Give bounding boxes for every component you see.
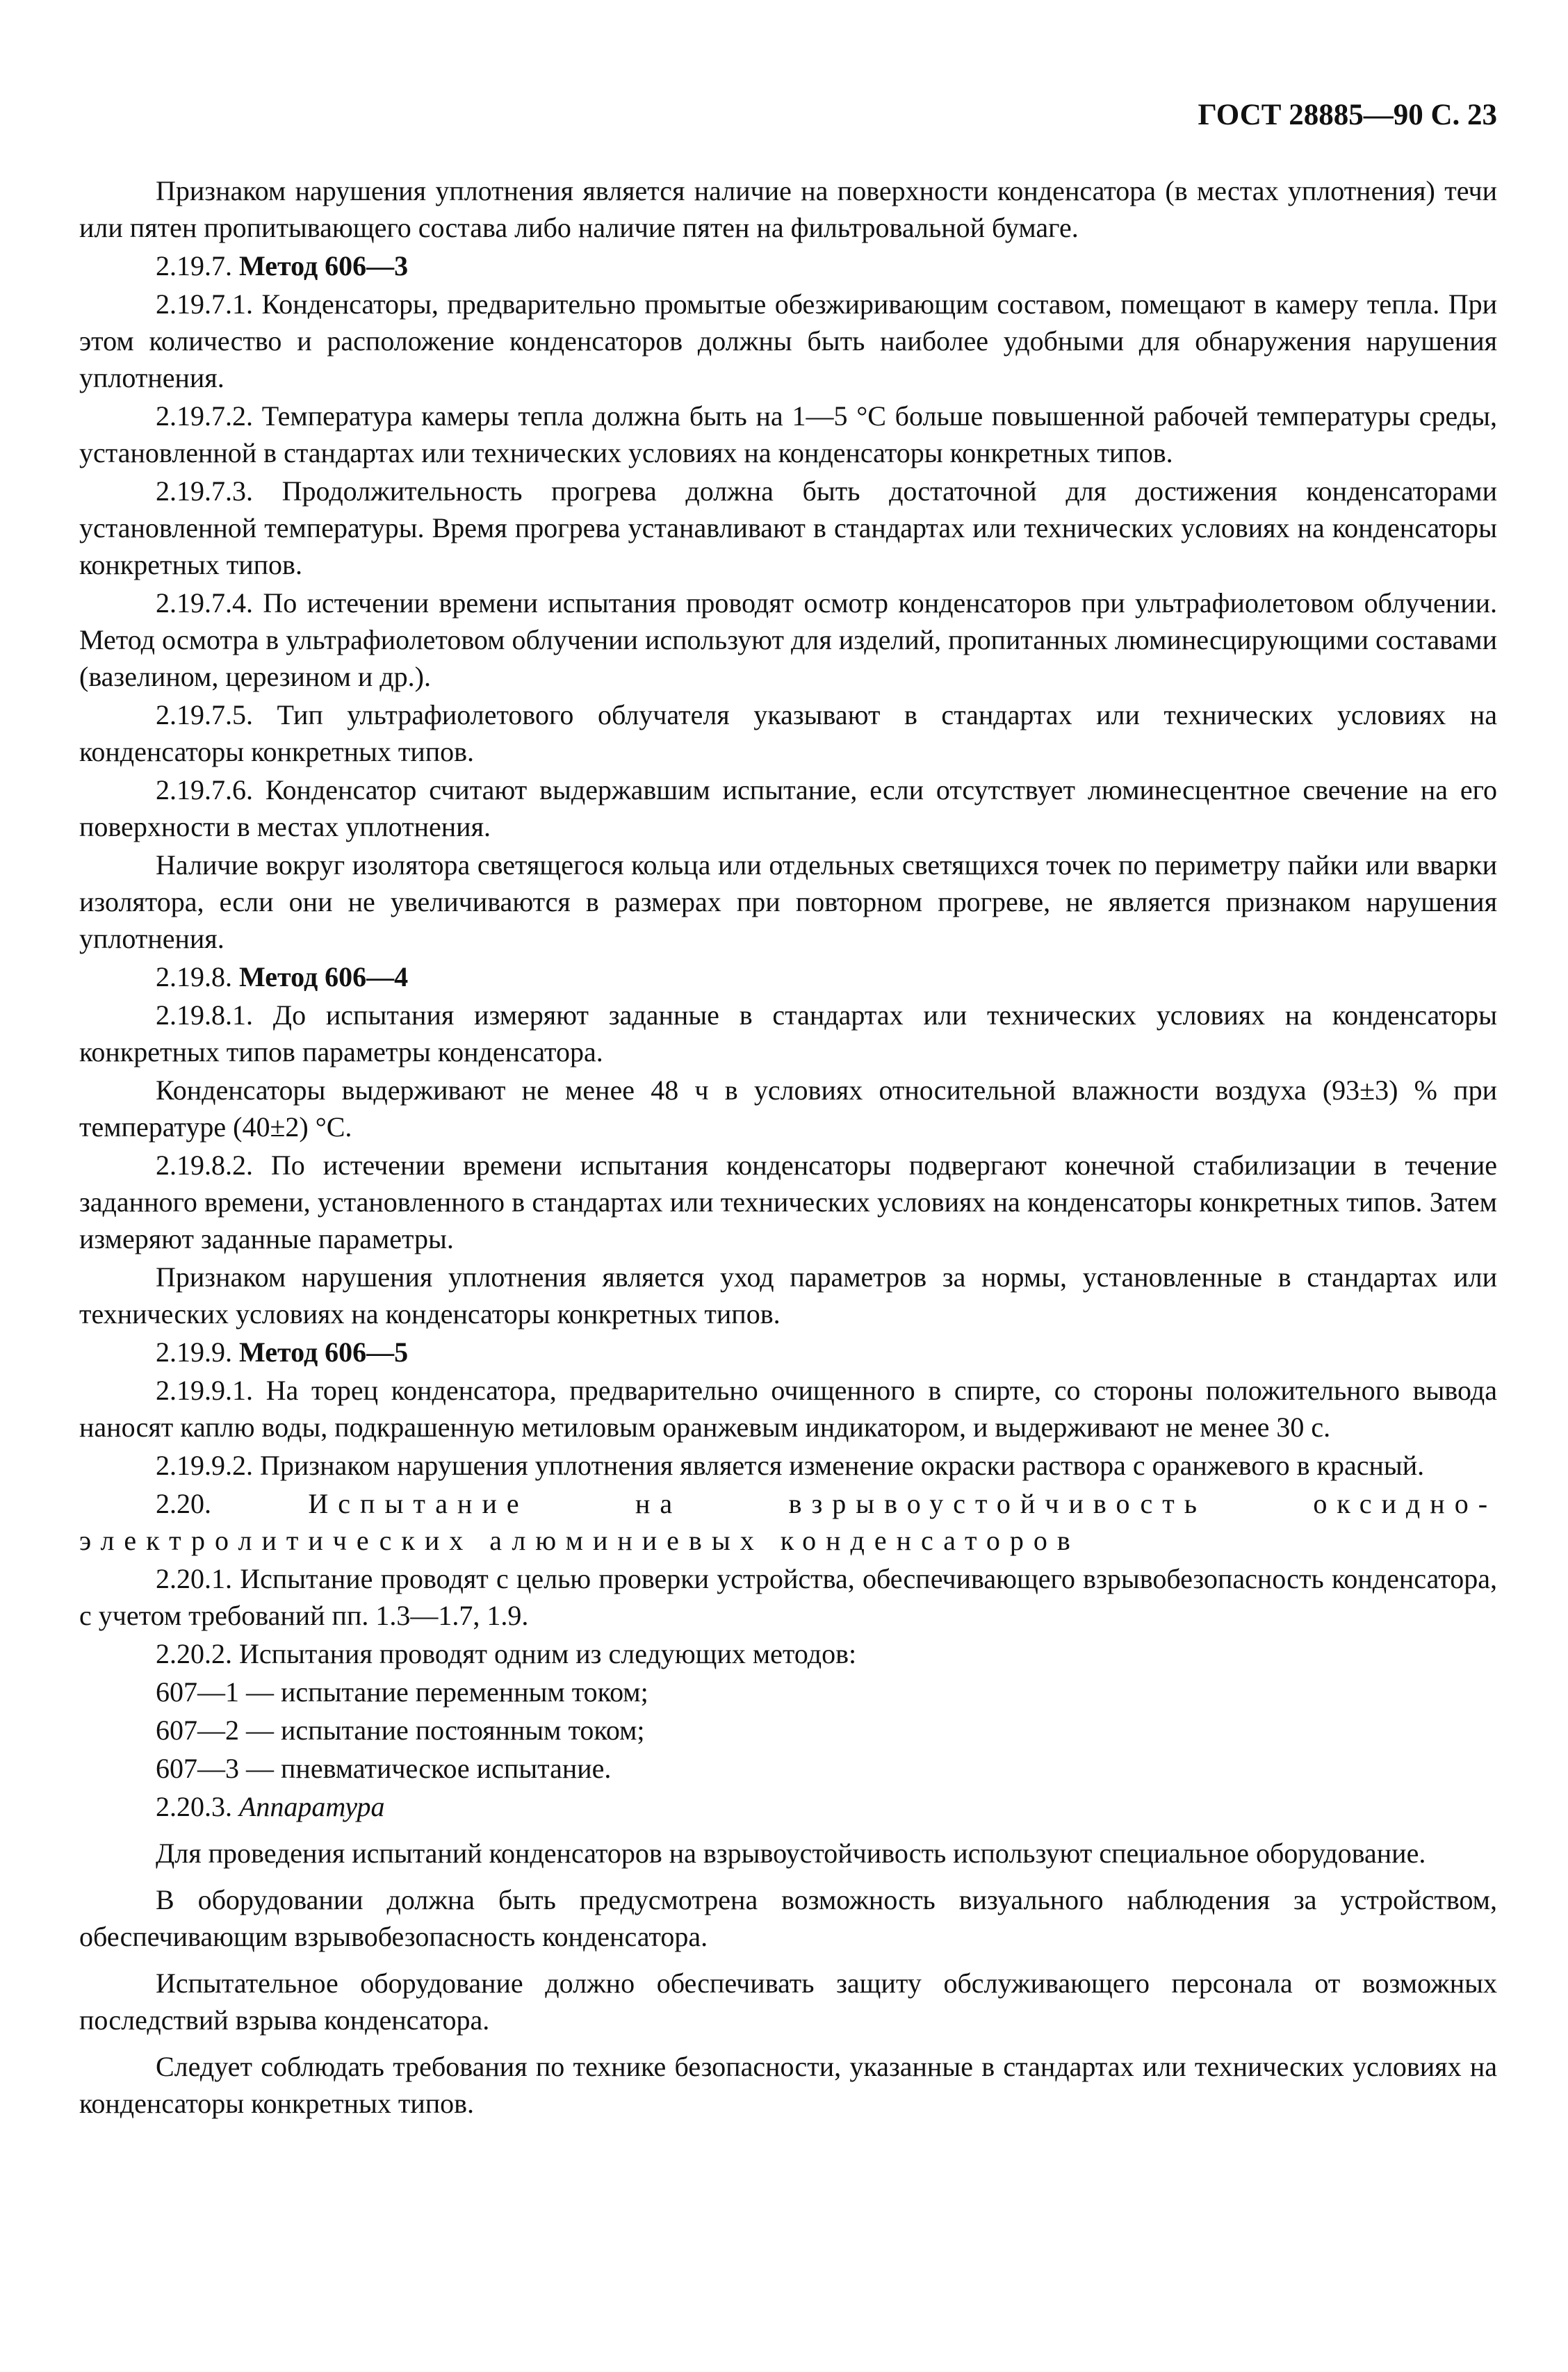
paragraph: 2.19.7.2. Температура камеры тепла должна быть на 1—5 °С больше повышенной рабочей температуры среды, установленной в стандартах или технических условиях на конденсаторы конкретных типов.: [79, 400, 1497, 468]
paragraph: Конденсаторы выдерживают не менее 48 ч в условиях относительной влажности воздуха (93±3) % при температуре (40±2) °С.: [79, 1074, 1497, 1143]
paragraph: 2.20.1. Испытание проводят с целью проверки устройства, обеспечивающего взрывобезопасность конденсатора, с учетом требований пп. 1.3—1.7, 1.9.: [79, 1562, 1497, 1631]
paragraph: В оборудовании должна быть предусмотрена возможность визуального наблюдения за устройством, обеспечивающим взрывобезопасность конденсатора.: [79, 1883, 1497, 1952]
list-item: 607—1 — испытание переменным током;: [156, 1676, 648, 1708]
section-number: 2.19.9.: [156, 1336, 232, 1368]
section-title: Метод 606—5: [239, 1336, 409, 1368]
section-title: Метод 606—4: [239, 960, 409, 992]
paragraph: 2.19.9.1. На торец конденсатора, предварительно очищенного в спирте, со стороны положительного вывода наносят каплю воды, подкрашенную метиловым оранжевым индикатором, и выдерживают не менее 30 с.: [79, 1374, 1497, 1443]
section-title: Метод 606—3: [239, 250, 409, 281]
paragraph: Испытательное оборудование должно обеспечивать защиту обслуживающего персонала от возможных последствий взрыва конденсатора.: [79, 1967, 1497, 2036]
section-heading: [79, 1788, 1497, 1825]
paragraph: 2.20.2. Испытания проводят одним из следующих методов:: [156, 1637, 857, 1669]
paragraph: Для проведения испытаний конденсаторов на взрывоустойчивость используют специальное оборудование.: [156, 1837, 1426, 1869]
paragraph: 2.19.9.2. Признаком нарушения уплотнения является изменение окраски раствора с оранжевого в красный.: [156, 1449, 1425, 1481]
paragraph: Наличие вокруг изолятора светящегося кольца или отдельных светящихся точек по периметру пайки или вварки изолятора, если они не увеличиваются в размерах при повторном прогреве, не является признаком нарушения уплотнения.: [79, 849, 1497, 954]
paragraph: 2.19.7.5. Тип ультрафиолетового облучателя указывают в стандартах или технических условиях на конденсаторы конкретных типов.: [79, 698, 1497, 767]
section-heading: [79, 1334, 1497, 1371]
section-number: 2.20.3.: [156, 1790, 232, 1822]
page-header: ГОСТ 28885—90 С. 23: [1198, 99, 1497, 131]
paragraph: Признаком нарушения уплотнения является наличие на поверхности конденсатора (в местах уплотнения) течи или пятен пропитывающего состава либо наличие пятен на фильтровальной бумаге.: [79, 174, 1497, 243]
paragraph: 2.19.7.4. По истечении времени испытания проводят осмотр конденсаторов при ультрафиолетовом облучении. Метод осмотра в ультрафиолетовом облучении используют для изделий, пропитанных люминесцирующими составами (вазелином, церезином и др.).: [79, 587, 1497, 692]
section-heading: [79, 958, 1497, 995]
section-number: 2.20.: [156, 1487, 211, 1519]
section-heading: [79, 247, 1497, 284]
list-item: 607—2 — испытание постоянным током;: [156, 1714, 645, 1746]
section-number: 2.19.8.: [156, 960, 232, 992]
paragraph: Признаком нарушения уплотнения является уход параметров за нормы, установленные в стандартах или технических условиях на конденсаторы конкретных типов.: [79, 1261, 1497, 1330]
paragraph: 2.19.7.1. Конденсаторы, предварительно промытые обезжиривающим составом, помещают в камеру тепла. При этом количество и расположение конденсаторов должны быть наиболее удобными для обнаружения нарушения уплотнения.: [79, 288, 1497, 393]
paragraph: Следует соблюдать требования по технике безопасности, указанные в стандартах или технических условиях на конденсаторы конкретных типов.: [79, 2050, 1497, 2119]
section-heading: [79, 1485, 1497, 1559]
paragraph: 2.19.8.2. По истечении времени испытания конденсаторы подвергают конечной стабилизации в течение заданного времени, установленного в стандартах или технических условиях на конденсаторы конкретных типов. Затем измеряют заданные параметры.: [79, 1149, 1497, 1254]
document-page: [79, 97, 1497, 2123]
paragraph: 2.19.8.1. До испытания измеряют заданные в стандартах или технических условиях на конденсаторы конкретных типов параметры конденсатора.: [79, 999, 1497, 1068]
section-title: Испытание на взрывоустойчивость оксидно-электролитических алюминиевых конденсаторов: [79, 1487, 1498, 1556]
list-item: 607—3 — пневматическое испытание.: [156, 1752, 612, 1784]
document-body: [79, 172, 1497, 2122]
section-title: Аппаратура: [239, 1790, 385, 1822]
paragraph: 2.19.7.6. Конденсатор считают выдержавшим испытание, если отсутствует люминесцентное свечение на его поверхности в местах уплотнения.: [79, 774, 1497, 842]
paragraph: 2.19.7.3. Продолжительность прогрева должна быть достаточной для достижения конденсаторами установленной температуры. Время прогрева устанавливают в стандартах или технических условиях на конденсаторы конкретных типов.: [79, 475, 1497, 580]
section-number: 2.19.7.: [156, 250, 232, 281]
